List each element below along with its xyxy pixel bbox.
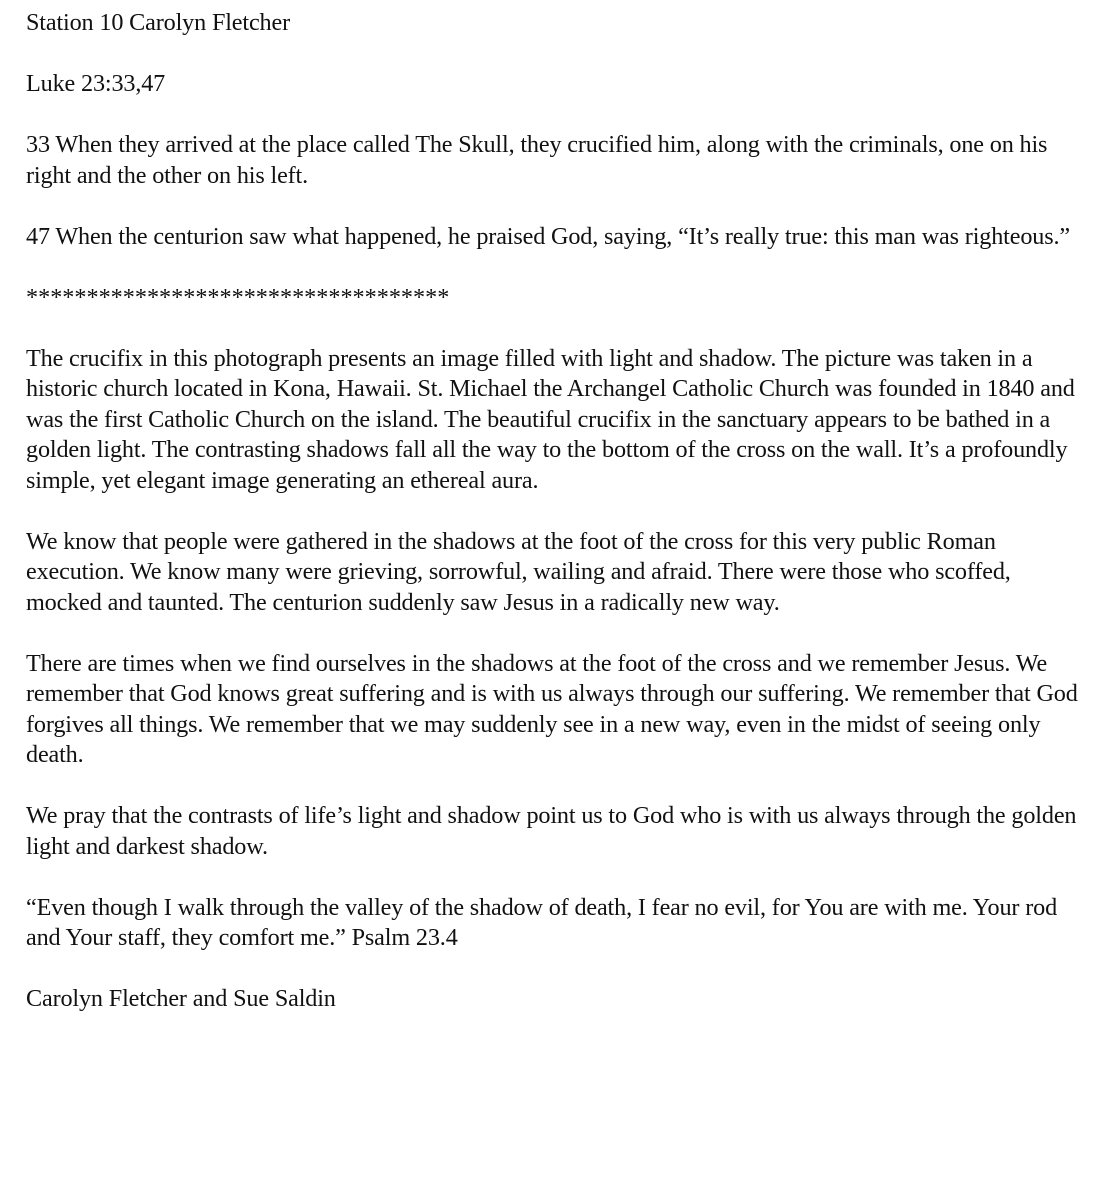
paragraph-remember: There are times when we find ourselves in the shadows at the foot of the cross and we remember Jesus. We remember that God knows great suffering and is with us always through our suffering. We remember that God forgives all things. We remember that we may suddenly see in a new way, even in the midst of seeing only death. [26,649,1078,768]
verse-47: 47 When the centurion saw what happened, he praised God, saying, “It’s really true: this man was righteous.” [26,222,1070,250]
psalm-quote: “Even though I walk through the valley of the shadow of death, I fear no evil, for You are with me. Your rod and Your staff, they comfort me.” Psalm 23.4 [26,893,1058,951]
separator-line: *********************************** [26,283,450,311]
verse-33: 33 When they arrived at the place called The Skull, they crucified him, along with the criminals, one on his right and the other on his left. [26,131,1048,189]
paragraph-crucifix: The crucifix in this photograph presents an image filled with light and shadow. The picture was taken in a historic church located in Kona, Hawaii. St. Michael the Archangel Catholic Church was founded in 1840 and was the first Catholic Church on the island. The beautiful crucifix in the sanctuary appears to be bathed in a golden light. The contrasting shadows fall all the way to the bottom of the cross on the wall. It’s a profoundly simple, yet elegant image generating an ethereal aura. [26,344,1075,494]
document-header: Station 10 Carolyn Fletcher [26,9,290,36]
paragraph-prayer: We pray that the contrasts of life’s light and shadow point us to God who is with us always through the golden light and darkest shadow. [26,802,1077,860]
paragraph-gathered: We know that people were gathered in the shadows at the foot of the cross for this very public Roman execution. We know many were grieving, sorrowful, wailing and afraid. There were those who scoffed, mocked and taunted. The centurion suddenly saw Jesus in a radically new way. [26,527,1011,616]
scripture-reference: Luke 23:33,47 [26,70,166,97]
signature: Carolyn Fletcher and Sue Saldin [26,985,336,1012]
